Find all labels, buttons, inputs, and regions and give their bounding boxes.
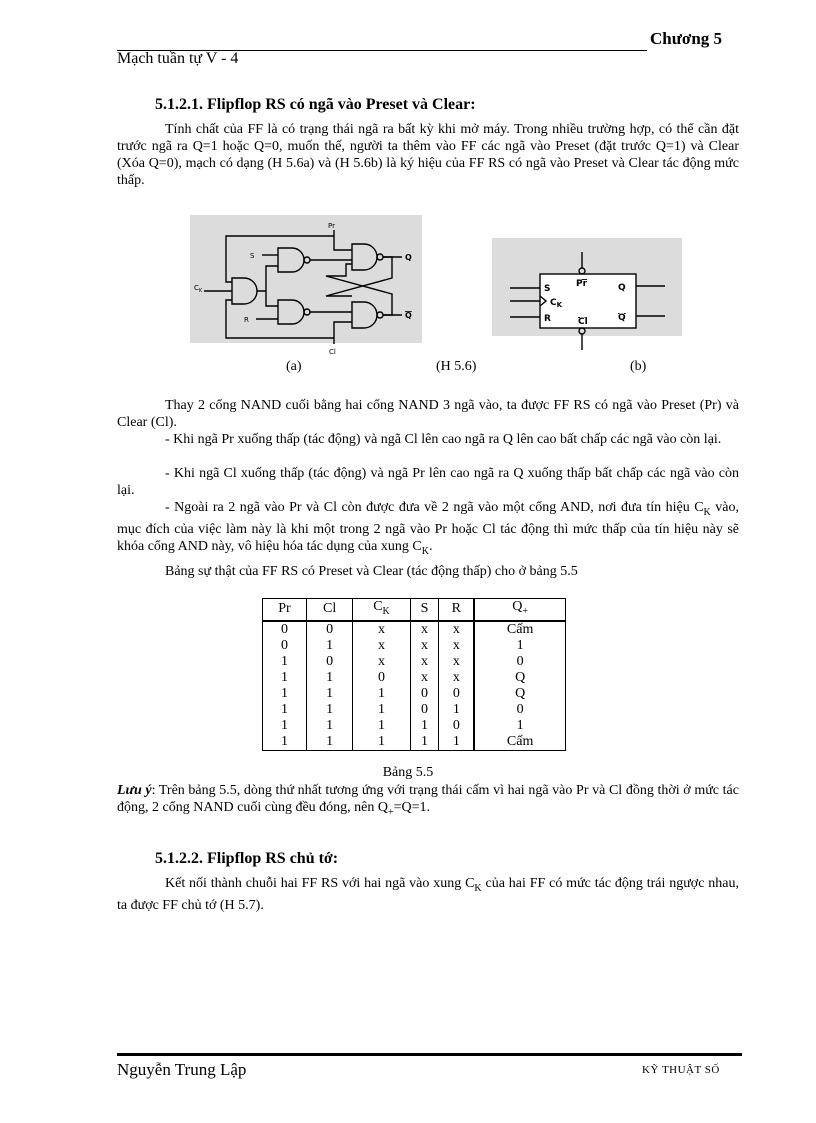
figure-b-symbol [500,250,670,350]
running-title: Mạch tuần tự V - 4 [117,50,239,67]
table-row: 1 0 x x x 0 [263,654,566,670]
sym-pin-q: Q [618,283,626,293]
section-heading-5-1-2-1: 5.1.2.1. Flipflop RS có ngã vào Preset và Clear: [155,96,476,113]
footer-author: Nguyễn Trung Lập [117,1060,247,1079]
nand-gate-s [278,248,304,272]
bullet-clear [117,465,739,499]
sym-pin-qbar: Q [618,313,626,323]
sym-pin-r: R [544,314,551,324]
pin-r-label: R [244,316,249,324]
pin-q-label: Q [405,253,412,262]
col-pr: Pr [263,599,307,621]
col-q: $Q_+$ [474,599,565,621]
sym-pin-ck: $C_K$ [550,298,563,309]
paragraph-nand3 [117,397,739,431]
sym-pin-s: S [544,284,551,294]
paragraph-master-slave: Kết nối thành chuỗi hai FF RS với hai ngã vào xung $C_K$ của hai FF có mức tác động trái ngược nhau, ta được FF chủ tớ (H 5.7). [117,876,739,913]
paragraph-intro [117,121,739,189]
table-row: 1 1 1 1 0 1 [263,718,566,734]
section-heading-5-1-2-2: 5.1.2.2. Flipflop RS chủ tớ: [155,850,339,867]
table-intro-text: Bảng sự thật của FF RS có Preset và Clear (tác động thấp) cho ở bảng 5.5 [165,564,578,579]
note-label: Lưu ý [117,783,152,798]
paragraph-intro-text: Tính chất của FF là có trạng thái ngã ra bất kỳ khi mở máy. Trong nhiều trường hợp, có thể cần đặt trước ngã ra Q=1 hoặc Q=0, muốn thế, người ta thêm vào FF các ngã vào Preset (đặt trước Q=1) và Clear (Xóa Q=0), mạch có dạng (H 5.6a) và (H 5.6b) là ký hiệu của FF RS có ngã vào Preset và Clear tác động mức thấp. [117,122,739,188]
col-r: R [439,599,474,621]
table-row: 0 1 x x x 1 [263,638,566,654]
circuit-wires [204,230,402,344]
pin-ck-label: $C_K$ [194,284,203,294]
table-intro [117,563,739,580]
col-s: S [410,599,439,621]
figure-caption: (H 5.6) [436,359,477,374]
figure-b-label: (b) [630,359,647,374]
ff-symbol-lines [510,252,665,350]
bullet-preset-text: - Khi ngã Pr xuống thấp (tác động) và ngã Cl lên cao ngã ra Q lên cao bất chấp các ngã vào còn lại. [165,432,722,447]
figure-a-label: (a) [286,359,302,374]
nand-gate-qbar [352,302,377,328]
bullet-clear-text: - Khi ngã Cl xuống thấp (tác động) và ngã Pr lên cao ngã ra Q xuống thấp bất chấp các ngã vào còn lại. [117,466,739,498]
table-row: 1 1 0 x x Q [263,670,566,686]
pin-cl-label: Cl [329,348,336,356]
bullet-preset [117,431,739,448]
chapter-title: Chương 5 [650,29,723,48]
pin-qbar-label: Q [405,311,412,320]
table-row: 0 0 x x x Cấm [263,621,566,638]
nand-gate-r [278,300,304,324]
paragraph-nand3-text: Thay 2 cổng NAND cuối bằng hai cổng NAND 3 ngã vào, ta được FF RS có ngã vào Preset (Pr) và Clear (Cl). [117,398,739,430]
sym-pin-pr: Pr [576,279,588,289]
truth-table-header [263,599,566,621]
table-row: 1 1 1 1 1 Cấm [263,734,566,751]
footer-subject: KỸ THUẬT SỐ [642,1064,720,1076]
and-gate-ck [232,278,257,304]
note-paragraph: Lưu ý: Trên bảng 5.5, dòng thứ nhất tương ứng với trạng thái cấm vì hai ngã vào Pr và Cl đồng thời ở mức tác động, 2 cổng NAND cuối cùng đều đóng, nên $Q_+=Q=1$. [117,783,739,818]
nand-gate-q [352,244,377,270]
sym-pin-cl: Cl [578,317,588,327]
table-caption: Bảng 5.5 [382,765,434,780]
col-ck: $C_K$ [353,599,410,621]
pin-pr-label: Pr [328,222,335,230]
pin-s-label: S [250,252,255,260]
truth-table [262,598,566,751]
table-row: 1 1 1 0 0 Q [263,686,566,702]
bullet-and-gate: - Ngoài ra 2 ngã vào Pr và Cl còn được đưa về 2 ngã vào một cổng AND, nơi đưa tín hiệu $C_K$ vào, mục đích của việc làm này là khi một trong 2 ngã vào Pr hoặc Cl tác động thì mức thấp của tín hiệu này sẽ khóa cổng AND này, vô hiệu hóa tác dụng của xung $C_K$. [117,500,739,557]
table-row: 1 1 1 0 1 0 [263,702,566,718]
col-cl: Cl [306,599,352,621]
footer-rule [117,1053,742,1056]
figure-a-circuit [186,208,426,358]
